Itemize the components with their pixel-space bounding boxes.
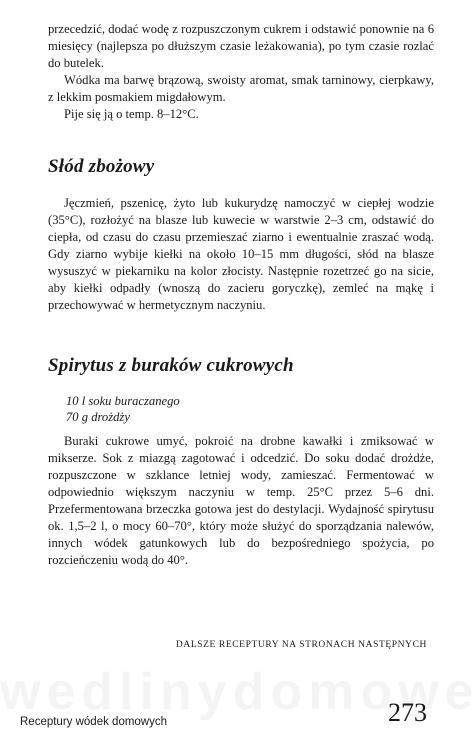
ingredient-item: 10 l soku buraczanego: [66, 394, 180, 408]
intro-description: Wódka ma barwę brązową, swoisty aromat, smak tarninowy, cierpkawy, z lekkim posmakiem migdałowym.: [48, 73, 434, 104]
section-title-spirytus: Spirytus z buraków cukrowych: [48, 355, 294, 376]
ingredient-list: [48, 393, 180, 425]
section-title-slod: Słód zbożowy: [48, 156, 155, 177]
book-title: Receptury wódek domowych: [20, 716, 168, 728]
section-body-slod: Jęczmień, pszenicę, żyto lub kukurydzę namoczyć w ciepłej wodzie (35°C), rozłożyć na blasze lub kuwecie w warstwie 2–3 cm, odstawić do ciepła, od czasu do czasu przemieszać ziarno i ewentualnie zraszać wodą. Gdy ziarno wybije kiełki na około 10–15 mm długości, słód na blasze wysuszyć w piekarniku na kolor złocisty. Następnie rozetrzeć go na sicie, aby kiełki odpadły (wnoszą do zacieru goryczkę), zemleć na mąkę i przechowywać w hermetycznym naczyniu.: [48, 196, 434, 312]
page-number: 273: [388, 698, 427, 727]
ingredient-item: 70 g drożdży: [66, 410, 130, 424]
continuation-note: DALSZE RECEPTURY NA STRONACH NASTĘPNYCH: [175, 640, 427, 650]
intro-paragraph: przecedzić, dodać wodę z rozpuszczonym cukrem i odstawić ponownie na 6 miesięcy (najlepsza po dłuższym czasie leżakowania), po tym czasie rozlać do butelek.: [48, 22, 434, 70]
intro-serving: Pije się ją o temp. 8–12°C.: [64, 107, 199, 121]
section-body-spirytus: Buraki cukrowe umyć, pokroić na drobne kawałki i zmiksować w mikserze. Sok z miazgą zagotować i odcedzić. Do soku dodać drożdże, rozpuszczone w szklance letniej wody, zamieszać. Fermentować w odpowiednio większym naczyniu w temp. 25°C przez 5–6 dni. Przefermentowana brzeczka gotowa jest do destylacji. Wydajność spirytusu ok. 1,5–2 l, o mocy 60–70°, który może służyć do sporządzania nalewów, innych wódek gatunkowych lub do bezpośredniego spożycia, po rozcieńczeniu wodą do 40°.: [48, 434, 434, 567]
